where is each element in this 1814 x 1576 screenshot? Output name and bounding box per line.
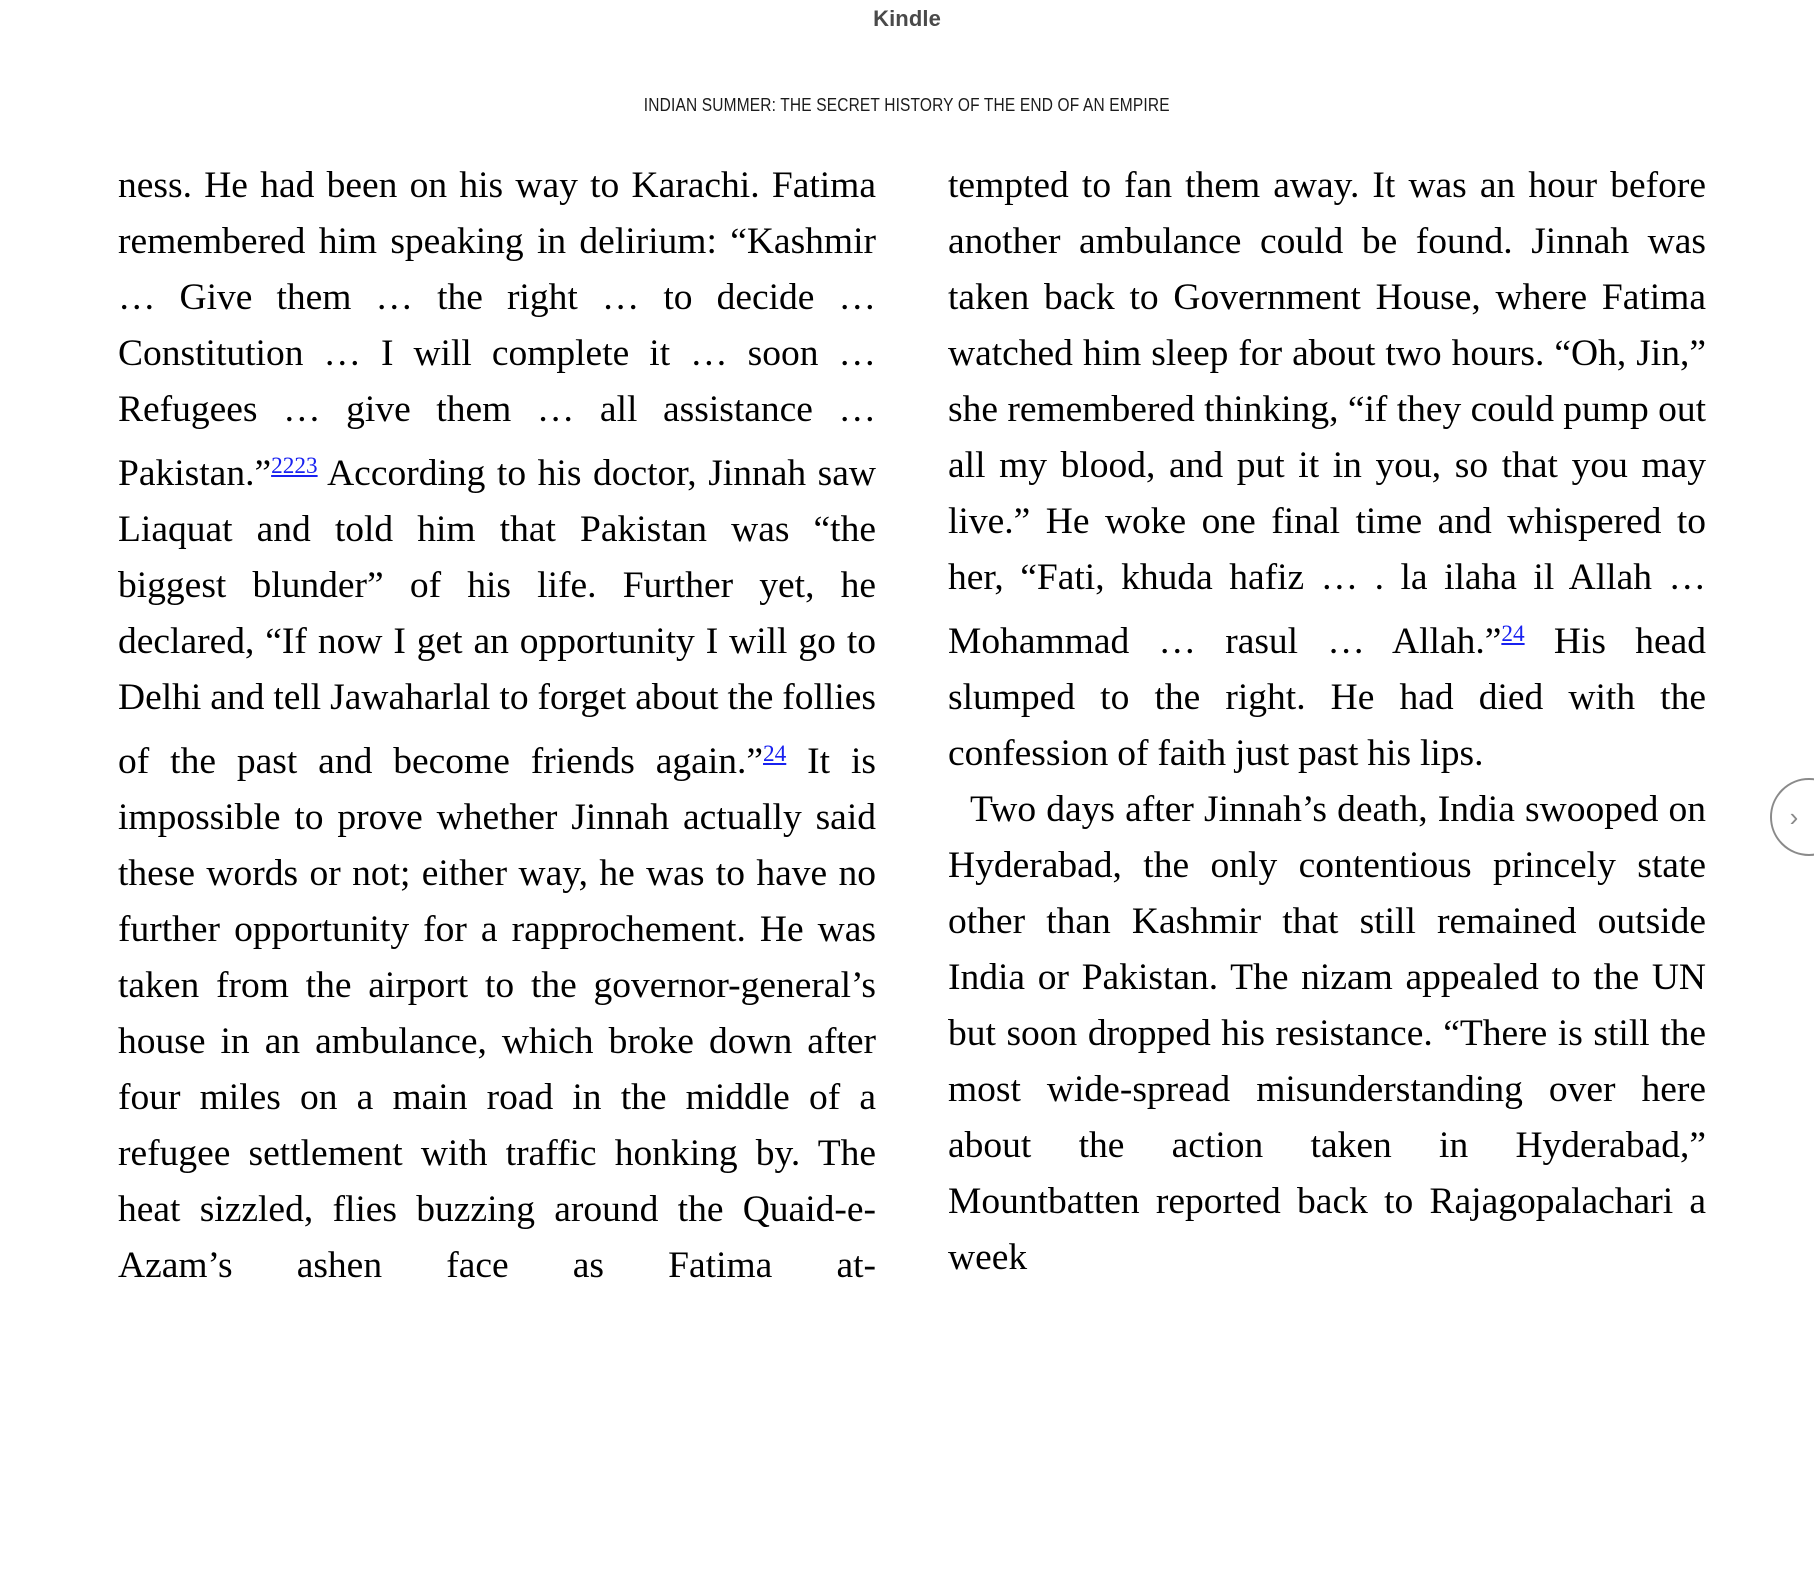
app-bar [0,0,1814,42]
footnote-link[interactable]: 2223 [271,453,318,479]
book-page [0,158,1814,1576]
text-column-right [948,158,1706,1576]
paragraph: Two days after Jinnah’s death, India swooped on Hyderabad, the only contentious princely state other than Kashmir that still remained outside India or Pakistan. The nizam appealed to the UN but soon dropped his resistance. “There is still the most wide-spread misunderstanding over here about the action taken in Hyderabad,” Mountbatten reported back to Rajagopalachari a week [948,789,1706,1279]
chevron-right-icon: › [1789,802,1799,832]
app-title: Kindle [873,6,941,31]
paragraph: tempted to fan them away. It was an hour before another ambulance could be found. Jinnah was taken back to Government House, where Fatima watched him sleep for about two hours. “Oh, Jin,” she remembered thinking, “if they could pump out all my blood, and put it in you, so that you may live.” He woke one final time and whispered to her, “Fati, khuda hafiz … . la ilaha il Allah … Mohammad … rasul … Allah.”$^{24}$ His head slumped to the right. He had died with the confession of faith just past his lips. [948,165,1706,775]
footnote-link[interactable]: 24 [763,741,787,768]
book-running-head: INDIAN SUMMER: THE SECRET HISTORY OF THE END OF AN EMPIRE [644,95,1170,115]
running-head-container [0,95,1814,116]
paragraph: ness. He had been on his way to Karachi. Fatima remembered him speaking in delirium: “Kashmir … Give them … the right … to decide … Constitution … I will complete it … soon … Refugees … give them … all assistance … Pakistan.”$^{2223}$ According to his doctor, Jinnah saw Liaquat and told him that Pakistan was “the biggest blunder” of his life. Further yet, he declared, “If now I get an opportunity I will go to Delhi and tell Jawaharlal to forget about the follies of the past and become friends again.”$^{24}$ It is impossible to prove whether Jinnah actually said these words or not; either way, he was to have no further opportunity for a rapprochement. He was taken from the airport to the governor-general’s house in an ambulance, which broke down after four miles on a main road in the middle of a refugee settlement with traffic honking by. The heat sizzled, flies buzzing around the Quaid-e-Azam’s ashen face as Fatima at- [118,165,877,1287]
footnote-link[interactable]: 24 [1501,621,1525,647]
text-column-left [118,158,876,1576]
